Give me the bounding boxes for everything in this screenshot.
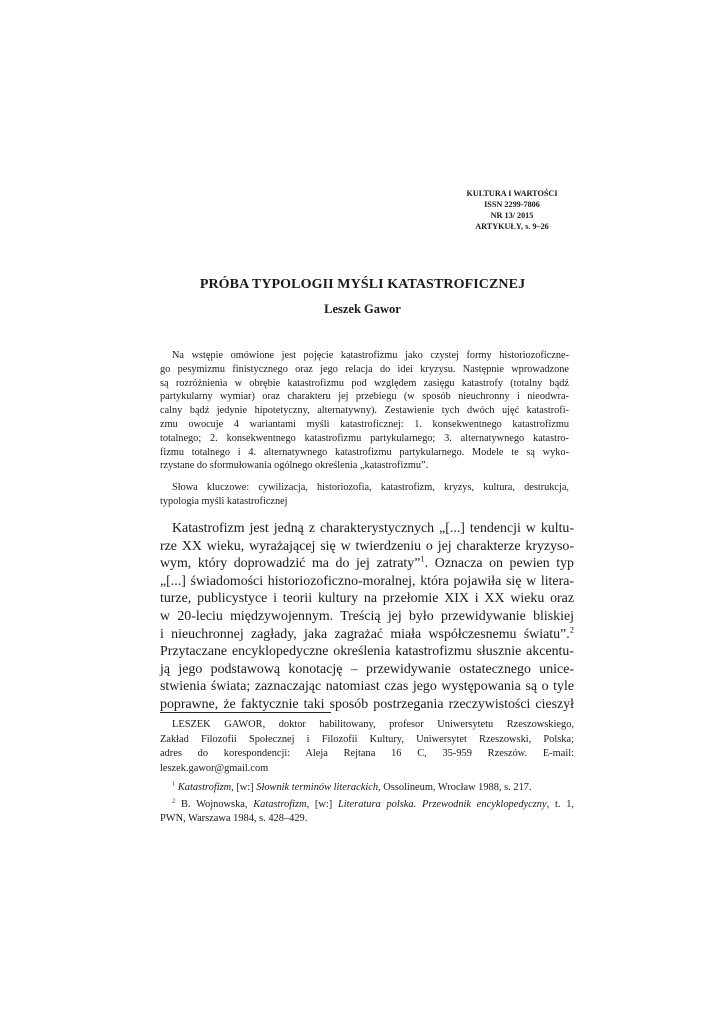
keywords-line: Słowa kluczowe: cywilizacja, historiozofia, katastrofizm, kryzys, kultura, destrukcja,	[172, 482, 569, 493]
body-line: rze XX wieku, wyrażającej się w twierdzeniu o jej charakterze kryzyso-	[160, 538, 574, 554]
footnote-1	[160, 781, 574, 795]
footnote-title: Katastrofizm,	[177, 782, 234, 793]
abstract-line: są rozróżnienia w obrębie katastrofizmu pod względem zasięgu katastrofy (totalny bądź	[160, 377, 569, 389]
keywords-line: typologia myśli katastroficznej	[160, 496, 288, 507]
author-note-line: adres do korespondencji: Aleja Rejtana 16 C, 35-959 Rzeszów. E-mail:	[160, 748, 574, 760]
journal-issn: ISSN 2299-7806	[484, 200, 540, 209]
footnote-text: [w:]	[233, 782, 257, 793]
body-line: Katastrofizm jest jedną z charakterystycznych „[...] tendencji w kultu-	[172, 521, 574, 536]
body-paragraph	[160, 520, 574, 714]
author-note-line: LESZEK GAWOR, doktor habilitowany, profesor Uniwersytetu Rzeszowskiego,	[172, 719, 574, 730]
footnote-number: 1	[172, 780, 176, 788]
footnote-source: Słownik terminów literackich,	[256, 782, 381, 793]
body-line: poprawne, że faktycznie taki sposób postrzegania rzeczywistości cieszył	[160, 696, 574, 712]
body-line: ją jego podstawową konotację – przewidywanie ostatecznego unice-	[160, 661, 574, 677]
body-line: „[...] świadomości historiozoficzno-moralnej, która pojawiła się w litera-	[160, 573, 574, 589]
footnote-line	[160, 798, 574, 812]
abstract-line: calny bądź jedynie hipotetyczny, alternatywny). Zestawienie tych dwóch ujęć katastrofi-	[160, 405, 569, 417]
body-text-run: . Oznacza on pewien typ	[424, 556, 574, 572]
abstract-line: fizmu totalnego i 4. alternatywnego katastrofizmu partykularnego. Modele te są wyko-	[160, 446, 569, 458]
footnote-source: Literatura polska. Przewodnik encyklopedyczny	[338, 799, 547, 810]
footnote-2	[160, 798, 574, 827]
footnote-title: Katastrofizm	[253, 799, 307, 810]
journal-header	[437, 188, 587, 232]
body-text-run: i nieuchronnej zagłady, jaka zagrażać miała współczesnemu światu”.	[160, 626, 570, 642]
body-line: stwienia świata; zaznaczając natomiast czas jego występowania są o tyle	[160, 679, 574, 695]
abstract-line: Na wstępie omówione jest pojęcie katastrofizmu jako czystej formy historiozoficzne-	[172, 350, 569, 361]
author-note-email[interactable]: leszek.gawor@gmail.com	[160, 762, 269, 774]
author-note	[160, 718, 574, 776]
body-line	[160, 555, 574, 573]
footnote-text: Ossolineum, Wrocław 1988, s. 217.	[380, 782, 532, 793]
keywords	[160, 481, 569, 509]
article-author: Leszek Gawor	[324, 302, 401, 316]
body-text-run: wym, który doprowadzić ma do jej zatraty”	[160, 556, 421, 572]
footnote-text: B. Wojnowska,	[175, 799, 254, 810]
article-title: PRÓBA TYPOLOGII MYŚLI KATASTROFICZNEJ	[199, 277, 526, 292]
footnote-text: , [w:]	[306, 799, 338, 810]
journal-section: ARTYKUŁY, s. 9–26	[475, 222, 549, 231]
footnote-line: PWN, Warszawa 1984, s. 428–429.	[160, 813, 308, 825]
footnote-number: 2	[172, 797, 176, 805]
footnote-divider	[160, 712, 331, 713]
abstract-line: totalnego; 2. konsekwentnego katastrofizmu partykularnego; 3. alternatywnego katastro-	[160, 432, 569, 444]
body-line: Przytaczane encyklopedyczne określenia katastrofizmu słusznie akcentu-	[160, 644, 574, 660]
journal-number: NR 13/ 2015	[490, 211, 534, 220]
author-note-line: Zakład Filozofii Społecznej i Filozofii Kultury, Uniwersytet Rzeszowski, Polska;	[160, 733, 574, 745]
body-line: turze, publicystyce i teorii kultury na przełomie XIX i XX wieku oraz	[160, 591, 574, 607]
abstract-line: rzystane do sformułowania ogólnego określenia „katastrofizmu”.	[160, 460, 429, 472]
abstract-line: go pesymizmu finistycznego oraz jego relacja do idei kryzysu. Następnie wprowadzone	[160, 363, 569, 375]
footnote-ref-1[interactable]: 1	[420, 553, 425, 564]
abstract-line: partykularny wymiar) oraz charakteru jej przebiegu (w sposób nieuchronny i nieodwra-	[160, 391, 569, 403]
footnote-line	[160, 781, 574, 795]
footnote-text: , t. 1,	[546, 799, 574, 810]
body-line	[160, 623, 574, 644]
body-line: w 20-leciu międzywojennym. Treścią jej było przewidywanie bliskiej	[160, 608, 574, 624]
journal-name: KULTURA I WARTOŚCI	[466, 189, 558, 198]
abstract-line: zmu owocuje 4 wariantami myśli katastroficznej: 1. konsekwentnego katastrofizmu	[160, 418, 569, 430]
footnote-ref-2[interactable]: 2	[569, 623, 574, 634]
abstract	[160, 349, 569, 473]
